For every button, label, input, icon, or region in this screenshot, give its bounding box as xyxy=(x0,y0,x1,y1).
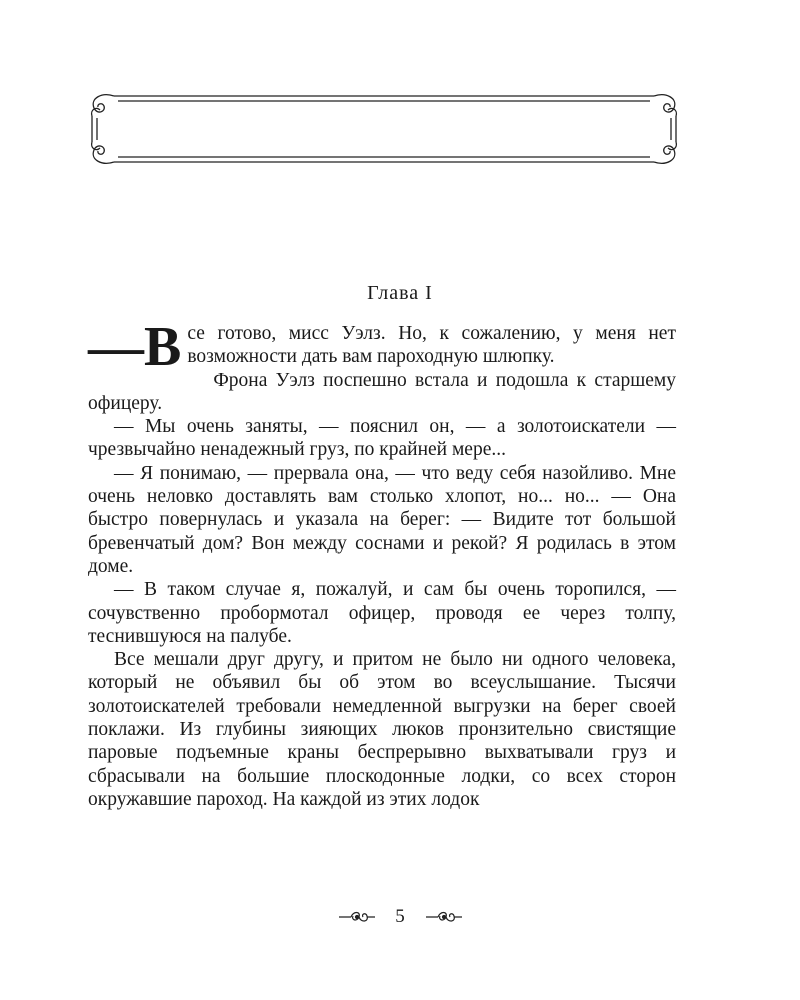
paragraph: — Мы очень заняты, — пояснил он, — а золотоискатели — чрезвычайно ненадежный груз, по крайней мере... xyxy=(88,416,676,461)
paragraph: — В таком случае я, пожалуй, и сам бы очень торопился, — сочувственно пробормотал офицер, проводя ее через толпу, теснившуюся на палубе. xyxy=(88,579,676,647)
flourish-ornament-right-icon xyxy=(424,908,464,926)
drop-cap: —В xyxy=(88,316,182,378)
flourish-ornament-left-icon xyxy=(337,908,377,926)
paragraph: Все мешали друг другу, и притом не было ни одного человека, который не объявил бы об этом во всеуслышание. Тысячи золотоискателей требовали немедленной выгрузки на берег своей поклажи. Из глубины зияющих люков пронзительно свистящие паровые подъемные краны беспрерывно выхватывали груз и сбрасывали на большие плоскодонные лодки, со всех сторон окружавшие пароход. На каждой из этих лодок xyxy=(88,649,676,810)
paragraph: Фрона Уэлз поспешно встала и подошла к старшему офицеру. xyxy=(88,369,676,414)
paragraph xyxy=(88,316,676,378)
page-footer xyxy=(0,905,800,928)
page-number: 5 xyxy=(395,905,405,927)
ornamental-frame-icon xyxy=(84,88,684,170)
first-paragraph-text: се готово, мисс Уэлз. Но, к сожалению, у меня нет возможности дать вам пароходную шлюпку. xyxy=(187,323,676,368)
body-text xyxy=(88,316,676,811)
chapter-heading: Глава I xyxy=(367,282,433,304)
paragraph: — Я понимаю, — прервала она, — что веду себя назойливо. Мне очень неловко доставлять вам столько хлопот, но... но... — Она быстро повернулась и указала на берег: — Видите тот большой бревенчатый дом? Вон между соснами и рекой? Я родилась в этом доме. xyxy=(88,462,676,577)
